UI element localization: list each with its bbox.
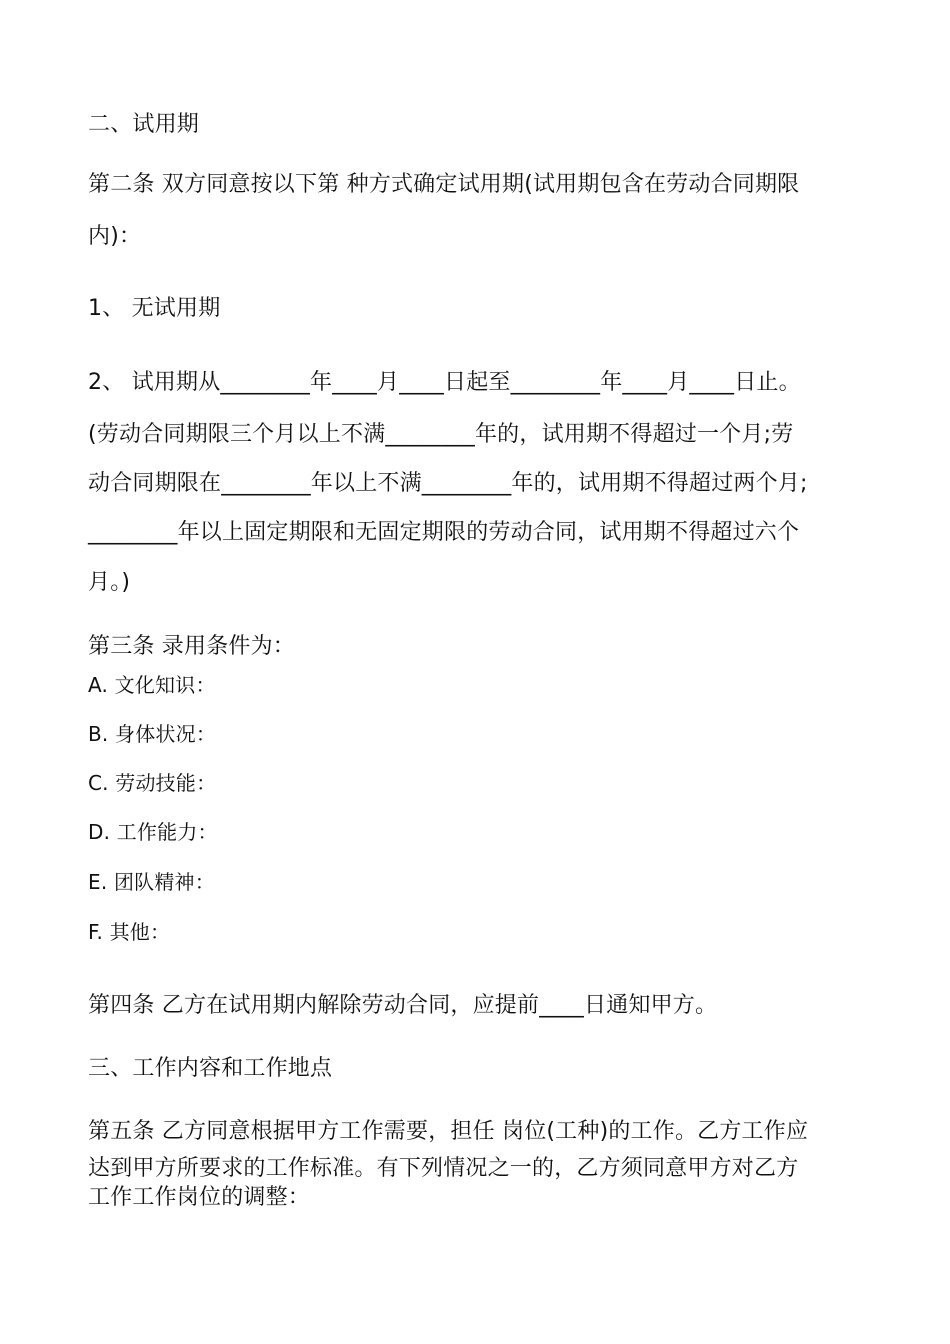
- article-4: 第四条 乙方在试用期内解除劳动合同，应提前____日通知甲方。: [88, 993, 718, 1018]
- article-2-line-2: 内)：: [88, 224, 142, 249]
- option-1: 1、 无试用期: [88, 296, 221, 321]
- condition-item: A. 文化知识：: [88, 673, 216, 697]
- option-2-line-5: 月。): [88, 570, 131, 595]
- option-2-line-2: (劳动合同期限三个月以上不满________年的，试用期不得超过一个月;劳: [88, 422, 794, 447]
- option-2-line-3: 动合同期限在________年以上不满________年的，试用期不得超过两个月;: [88, 471, 808, 496]
- option-2-line-4: ________年以上固定期限和无固定期限的劳动合同，试用期不得超过六个: [88, 520, 800, 545]
- condition-item: B. 身体状况：: [88, 722, 217, 746]
- condition-item: C. 劳动技能：: [88, 771, 217, 795]
- section-heading-work: 三、工作内容和工作地点: [88, 1056, 333, 1081]
- article-2-line-1: 第二条 双方同意按以下第 种方式确定试用期(试用期包含在劳动合同期限: [88, 172, 800, 197]
- condition-item: E. 团队精神：: [88, 870, 215, 894]
- article-5-line-3: 工作工作岗位的调整：: [88, 1185, 311, 1210]
- option-2-line-1: 2、 试用期从________年____月____日起至________年____月____日止。: [88, 370, 801, 395]
- section-heading-probation: 二、试用期: [88, 112, 200, 137]
- condition-item: F. 其他：: [88, 920, 171, 944]
- article-3-heading: 第三条 录用条件为：: [88, 634, 295, 659]
- article-5-line-2: 达到甲方所要求的工作标准。有下列情况之一的，乙方须同意甲方对乙方: [88, 1156, 799, 1181]
- article-5-line-1: 第五条 乙方同意根据甲方工作需要，担任 岗位(工种)的工作。乙方工作应: [88, 1119, 809, 1144]
- condition-item: D. 工作能力：: [88, 820, 218, 844]
